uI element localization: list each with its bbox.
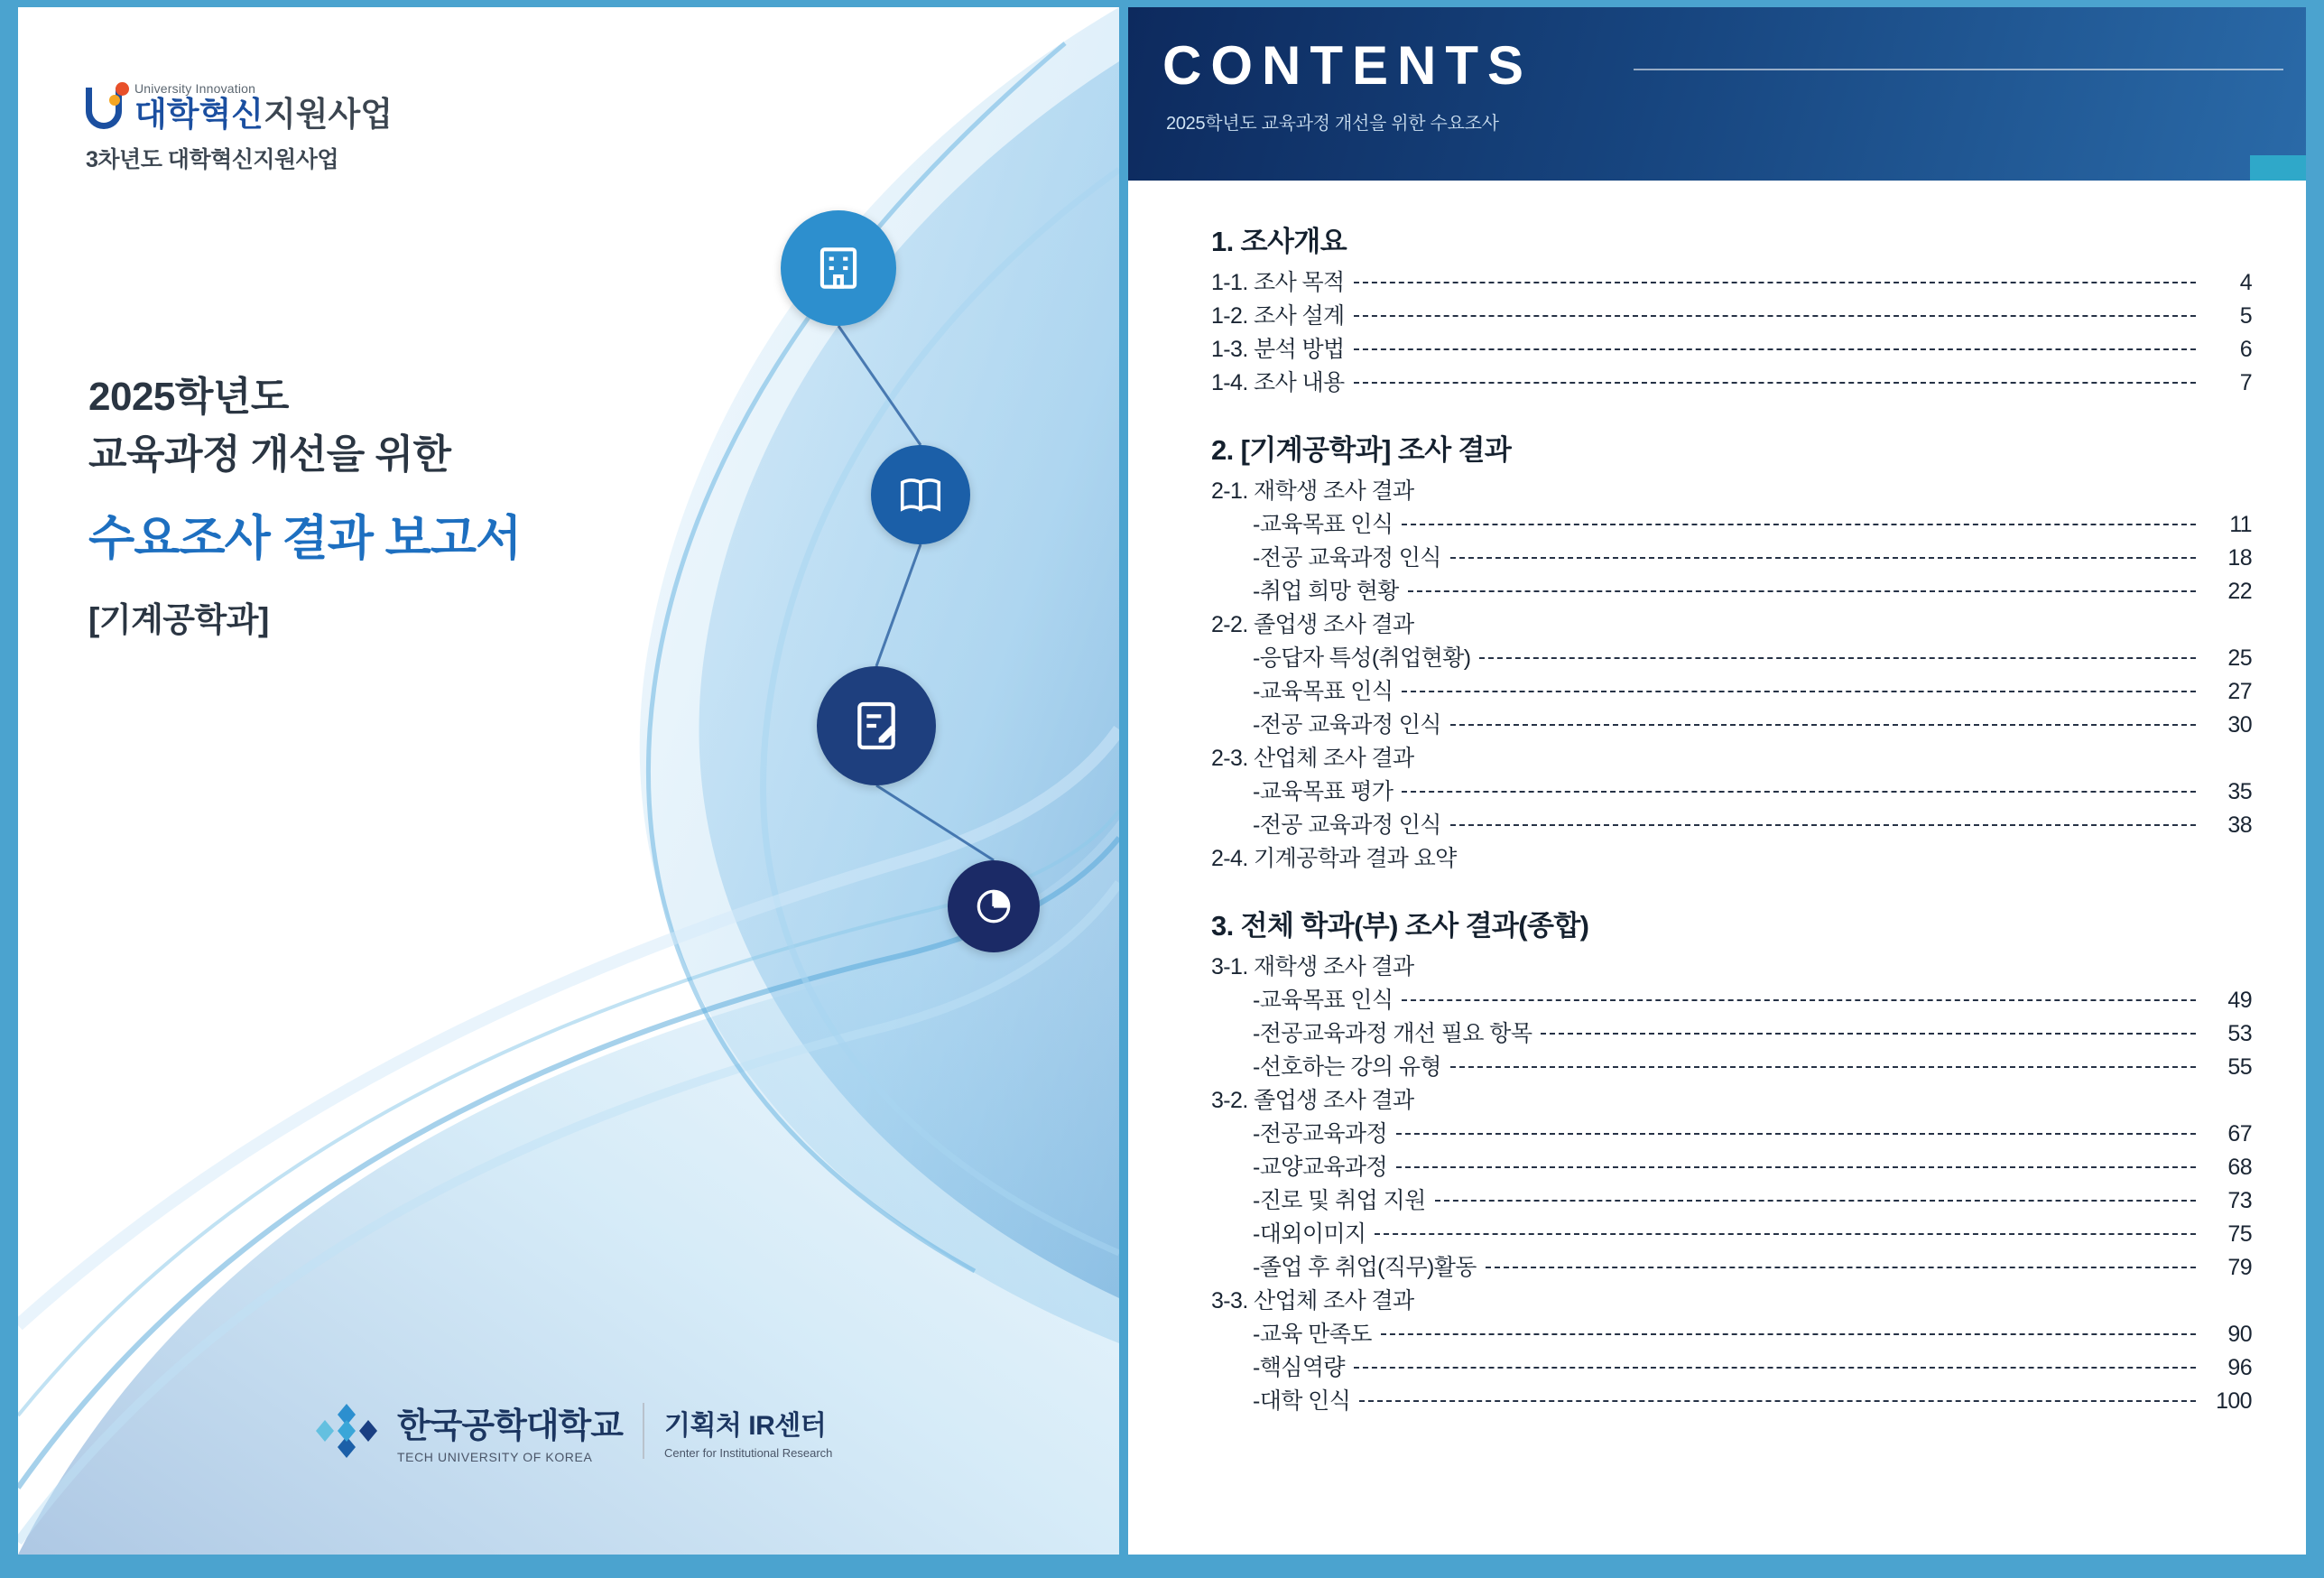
cover-title-line-2: 교육과정 개선을 위한 (88, 432, 451, 477)
university-innovation-logo-icon (86, 82, 127, 131)
center-name-korean: 기획처 IR센터 (663, 1410, 827, 1441)
building-icon (781, 210, 896, 326)
toc-section-heading: 2. [기계공학과] 조사 결과 (1211, 434, 1512, 466)
cover-department: [기계공학과] (88, 600, 269, 638)
toc-page-number: 27 (2227, 679, 2252, 704)
book-icon (871, 445, 970, 544)
toc-entry-label: -교육 만족도 (1253, 1322, 1372, 1347)
toc-entry-label: -대외이미지 (1253, 1221, 1366, 1247)
toc-page-number: 4 (2239, 270, 2252, 295)
toc-leader-dots (1450, 824, 2196, 826)
cover-title-block (88, 368, 792, 641)
toc-entry[interactable] (1211, 675, 2252, 709)
toc-entry-label: 1-4. 조사 내용 (1211, 370, 1345, 395)
toc-leader-dots (1402, 999, 2196, 1001)
toc-entry-label: -졸업 후 취업(직무)활동 (1253, 1255, 1477, 1280)
toc-entry[interactable] (1211, 333, 2252, 367)
toc-entry-label: -선호하는 강의 유형 (1253, 1054, 1441, 1080)
toc-entry[interactable] (1211, 642, 2252, 675)
cover-footer (316, 1397, 832, 1464)
toc-page-number: 68 (2227, 1155, 2252, 1180)
survey-form-icon (817, 666, 936, 785)
toc-entry[interactable] (1211, 300, 2252, 333)
header-rule (1634, 69, 2283, 70)
toc-section (1211, 427, 2252, 876)
toc-leader-dots (1354, 315, 2196, 317)
toc-entry-label: 2-3. 산업체 조사 결과 (1211, 746, 1414, 771)
toc-entry[interactable] (1211, 809, 2252, 842)
toc-entry[interactable] (1211, 1118, 2252, 1151)
toc-entry-label: -교양교육과정 (1253, 1155, 1388, 1180)
toc-section-heading: 1. 조사개요 (1211, 226, 1347, 257)
toc-entry[interactable] (1211, 1151, 2252, 1184)
toc-page-number: 90 (2227, 1322, 2252, 1347)
toc-page-number: 6 (2239, 337, 2252, 362)
toc-leader-dots (1450, 557, 2196, 559)
toc-page-number: 79 (2227, 1255, 2252, 1280)
toc-entry-label: 2-2. 졸업생 조사 결과 (1211, 612, 1414, 637)
toc-entry-label: -취업 희망 현황 (1253, 579, 1399, 604)
toc-leader-dots (1396, 1166, 2196, 1168)
toc-entry[interactable] (1211, 1351, 2252, 1385)
toc-entry[interactable] (1211, 1285, 2252, 1318)
toc-leader-dots (1354, 382, 2196, 384)
toc-page-number: 7 (2239, 370, 2252, 395)
center-name-english: Center for Institutional Research (663, 1445, 833, 1460)
toc-leader-dots (1450, 724, 2196, 726)
toc-section (1211, 218, 2252, 400)
toc-entry-label: -전공교육과정 (1253, 1121, 1388, 1146)
toc-entry-label: -전공 교육과정 인식 (1253, 812, 1441, 838)
toc-entry-label: -교육목표 인식 (1253, 679, 1393, 704)
toc-entry[interactable] (1211, 542, 2252, 575)
toc-entry[interactable] (1211, 575, 2252, 608)
toc-entry-label: -교육목표 인식 (1253, 988, 1393, 1013)
toc-entry[interactable] (1211, 1251, 2252, 1285)
toc-entry-label: -응답자 특성(취업현황) (1253, 645, 1471, 671)
toc-entry-label: 3-1. 재학생 조사 결과 (1211, 954, 1414, 979)
contents-page (1128, 7, 2306, 1555)
header-accent-block (2250, 155, 2306, 181)
logo-english-line: University Innovation (134, 81, 256, 96)
toc-leader-dots (1402, 791, 2196, 793)
toc-entry[interactable] (1211, 1184, 2252, 1218)
toc-page-number: 11 (2229, 512, 2252, 537)
toc-entry[interactable] (1211, 1017, 2252, 1051)
university-name-korean: 한국공학대학교 (397, 1407, 623, 1445)
cover-title-main: 수요조사 결과 보고서 (88, 511, 522, 565)
toc-entry-label: 1-1. 조사 목적 (1211, 270, 1345, 295)
toc-entry-label: -전공 교육과정 인식 (1253, 712, 1441, 738)
cover-title-line-1: 2025학년도 (88, 375, 289, 419)
toc-page-number: 22 (2227, 579, 2252, 604)
logo-korean-primary: 대학혁신 (134, 96, 264, 133)
toc-section (1211, 903, 2252, 1418)
toc-page-number: 25 (2227, 645, 2252, 671)
contents-header (1128, 7, 2306, 181)
university-emblem-icon (316, 1400, 377, 1462)
footer-divider (643, 1403, 644, 1459)
toc-entry-label: -교육목표 인식 (1253, 512, 1393, 537)
toc-entry[interactable] (1211, 842, 2252, 876)
toc-page-number: 18 (2227, 545, 2252, 571)
toc-entry[interactable] (1211, 266, 2252, 300)
toc-entry-label: -전공 교육과정 인식 (1253, 545, 1441, 571)
table-of-contents (1128, 181, 2306, 1418)
toc-page-number: 100 (2216, 1388, 2252, 1414)
toc-leader-dots (1354, 1367, 2196, 1369)
contents-heading: CONTENTS (1162, 35, 1532, 96)
program-subtitle: 3차년도 대학혁신지원사업 (86, 147, 339, 172)
toc-entry[interactable] (1211, 1218, 2252, 1251)
toc-page-number: 49 (2227, 988, 2252, 1013)
toc-leader-dots (1359, 1400, 2196, 1402)
toc-entry[interactable] (1211, 951, 2252, 984)
toc-page-number: 35 (2227, 779, 2252, 804)
toc-entry[interactable] (1211, 742, 2252, 775)
toc-entry-label: -전공교육과정 개선 필요 항목 (1253, 1021, 1532, 1046)
toc-entry[interactable] (1211, 984, 2252, 1017)
toc-entry-label: -대학 인식 (1253, 1388, 1351, 1414)
pie-chart-icon (948, 860, 1040, 952)
icon-chain-connectors (18, 7, 1119, 1555)
toc-page-number: 30 (2227, 712, 2252, 738)
logo-korean-secondary: 지원사업 (263, 96, 393, 133)
toc-entry-label: 3-3. 산업체 조사 결과 (1211, 1288, 1414, 1313)
toc-entry[interactable] (1211, 367, 2252, 400)
toc-leader-dots (1402, 524, 2196, 525)
toc-leader-dots (1435, 1200, 2196, 1202)
toc-section-heading: 3. 전체 학과(부) 조사 결과(종합) (1211, 910, 1589, 942)
toc-entry-label: -핵심역량 (1253, 1355, 1345, 1380)
toc-page-number: 67 (2227, 1121, 2252, 1146)
toc-entry[interactable] (1211, 1318, 2252, 1351)
toc-leader-dots (1375, 1233, 2196, 1235)
toc-leader-dots (1396, 1133, 2196, 1135)
toc-page-number: 73 (2227, 1188, 2252, 1213)
toc-page-number: 53 (2227, 1021, 2252, 1046)
toc-leader-dots (1402, 691, 2196, 692)
toc-leader-dots (1408, 590, 2196, 592)
toc-leader-dots (1381, 1333, 2196, 1335)
toc-leader-dots (1354, 348, 2196, 350)
toc-entry[interactable] (1211, 508, 2252, 542)
toc-leader-dots (1450, 1066, 2196, 1068)
wave-decoration (18, 7, 1119, 1555)
contents-subheading: 2025학년도 교육과정 개선을 위한 수요조사 (1166, 114, 1499, 134)
university-name-english: TECH UNIVERSITY OF KOREA (397, 1450, 593, 1464)
toc-entry-label: 2-4. 기계공학과 결과 요약 (1211, 846, 1457, 871)
toc-entry[interactable] (1211, 608, 2252, 642)
toc-leader-dots (1479, 657, 2196, 659)
toc-leader-dots (1354, 282, 2196, 283)
toc-entry-label: -교육목표 평가 (1253, 779, 1393, 804)
toc-page-number: 55 (2227, 1054, 2252, 1080)
toc-entry-label: 1-2. 조사 설계 (1211, 303, 1345, 329)
toc-leader-dots (1486, 1267, 2196, 1268)
toc-entry[interactable] (1211, 775, 2252, 809)
toc-entry-label: -진로 및 취업 지원 (1253, 1188, 1426, 1213)
toc-page-number: 96 (2227, 1355, 2252, 1380)
toc-entry[interactable] (1211, 1385, 2252, 1418)
toc-entry[interactable] (1211, 709, 2252, 742)
toc-entry-label: 3-2. 졸업생 조사 결과 (1211, 1088, 1414, 1113)
toc-entry-label: 2-1. 재학생 조사 결과 (1211, 478, 1414, 504)
toc-page-number: 5 (2239, 303, 2252, 329)
program-logo (86, 81, 393, 174)
cover-page (18, 7, 1119, 1555)
toc-entry-label: 1-3. 분석 방법 (1211, 337, 1345, 362)
toc-leader-dots (1541, 1033, 2196, 1035)
toc-entry[interactable] (1211, 1084, 2252, 1118)
toc-entry[interactable] (1211, 1051, 2252, 1084)
toc-page-number: 38 (2227, 812, 2252, 838)
toc-entry[interactable] (1211, 475, 2252, 508)
toc-page-number: 75 (2227, 1221, 2252, 1247)
